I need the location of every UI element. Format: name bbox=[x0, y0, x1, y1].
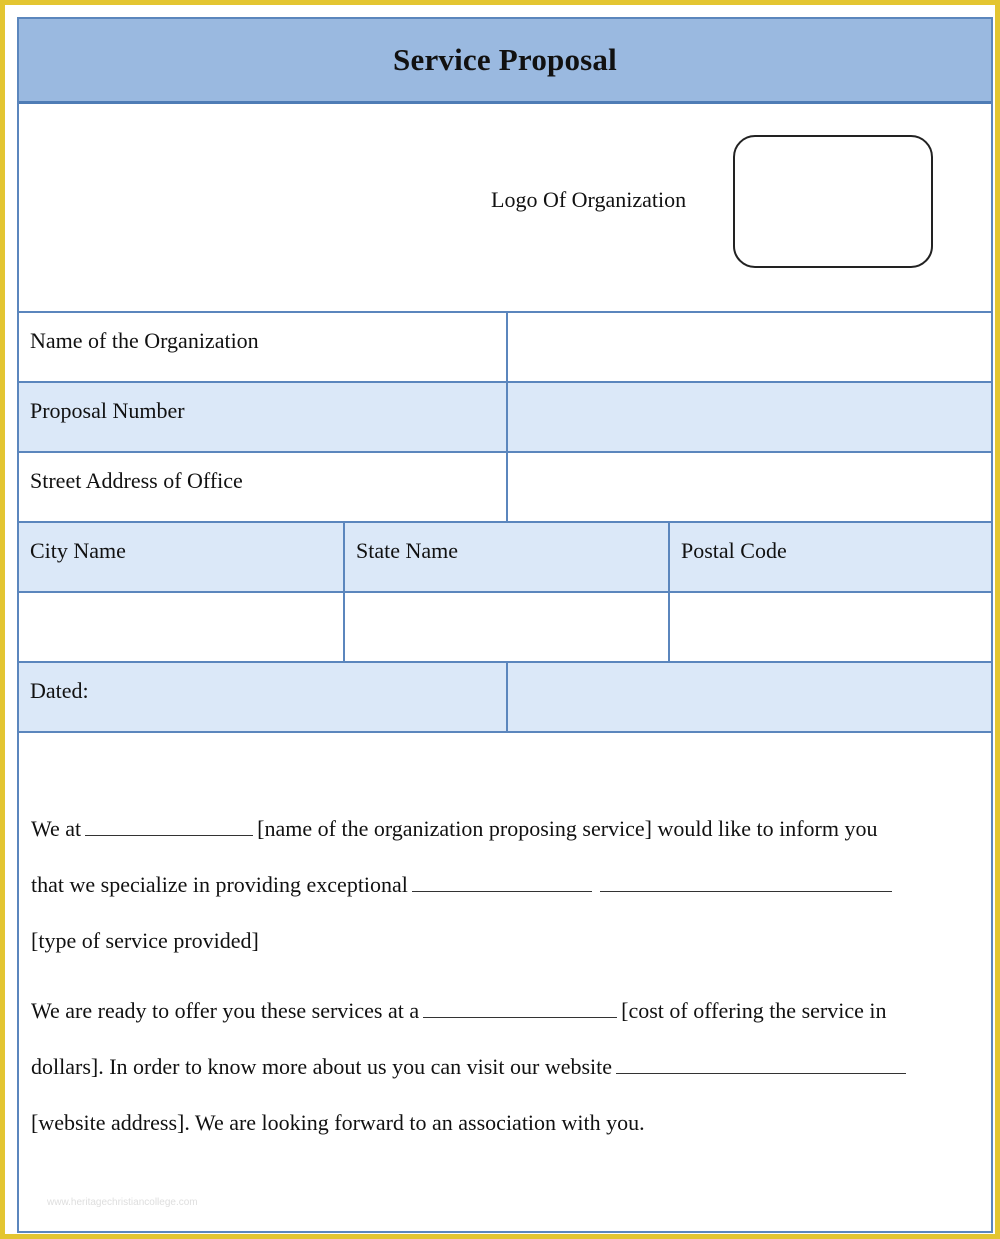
dated-label: Dated: bbox=[30, 678, 89, 703]
state-field[interactable] bbox=[343, 593, 668, 661]
state-label: State Name bbox=[356, 538, 459, 563]
body-paragraph-2 bbox=[31, 983, 981, 1151]
city-label-cell bbox=[19, 523, 343, 591]
dated-field[interactable] bbox=[506, 663, 991, 731]
watermark-text: www.heritagechristiancollege.com bbox=[47, 1197, 198, 1208]
street-address-field[interactable] bbox=[506, 453, 991, 521]
service-type-blank-2[interactable] bbox=[600, 869, 892, 892]
cost-blank[interactable] bbox=[423, 995, 617, 1018]
body-paragraph-1 bbox=[31, 801, 981, 969]
city-label: City Name bbox=[30, 538, 126, 563]
row-proposal-number bbox=[19, 381, 991, 451]
logo-placeholder-box[interactable] bbox=[733, 135, 933, 268]
proposal-form bbox=[17, 17, 993, 1233]
proposal-number-field[interactable] bbox=[506, 383, 991, 451]
organization-name-field[interactable] bbox=[506, 313, 991, 381]
org-name-blank[interactable] bbox=[85, 813, 253, 836]
p2-text-ready-to-offer: We are ready to offer you these services at a bbox=[31, 998, 420, 1023]
p2-text-website-note: [website address]. We are looking forward to an association with you. bbox=[31, 1110, 645, 1135]
postal-code-label-cell bbox=[668, 523, 991, 591]
p1-text-specialize: that we specialize in providing exceptional bbox=[31, 872, 408, 897]
p1-text-we-at: We at bbox=[31, 816, 82, 841]
organization-name-label-cell bbox=[19, 313, 506, 381]
postal-code-field[interactable] bbox=[668, 593, 991, 661]
postal-code-label: Postal Code bbox=[681, 538, 787, 563]
title-bar bbox=[19, 19, 991, 104]
street-address-label-cell bbox=[19, 453, 506, 521]
row-location-fields bbox=[19, 591, 991, 661]
proposal-number-label: Proposal Number bbox=[30, 398, 185, 423]
row-dated bbox=[19, 661, 991, 731]
p1-text-service-note: [type of service provided] bbox=[31, 928, 259, 953]
row-street-address bbox=[19, 451, 991, 521]
proposal-number-label-cell bbox=[19, 383, 506, 451]
state-label-cell bbox=[343, 523, 668, 591]
service-type-blank-1[interactable] bbox=[412, 869, 592, 892]
page-title: Service Proposal bbox=[393, 42, 617, 77]
row-organization-name bbox=[19, 311, 991, 381]
p2-text-cost-note: [cost of offering the service in bbox=[621, 998, 887, 1023]
p2-text-visit-website: dollars]. In order to know more about us you can visit our website bbox=[31, 1054, 613, 1079]
p1-text-org-note: [name of the organization proposing service] would like to inform you bbox=[257, 816, 878, 841]
website-blank[interactable] bbox=[616, 1051, 906, 1074]
street-address-label: Street Address of Office bbox=[30, 468, 243, 493]
table-bottom-rule bbox=[19, 731, 991, 733]
logo-label: Logo Of Organization bbox=[491, 187, 687, 212]
dated-label-cell bbox=[19, 663, 506, 731]
row-location-labels bbox=[19, 521, 991, 591]
organization-name-label: Name of the Organization bbox=[30, 328, 259, 353]
city-field[interactable] bbox=[19, 593, 343, 661]
